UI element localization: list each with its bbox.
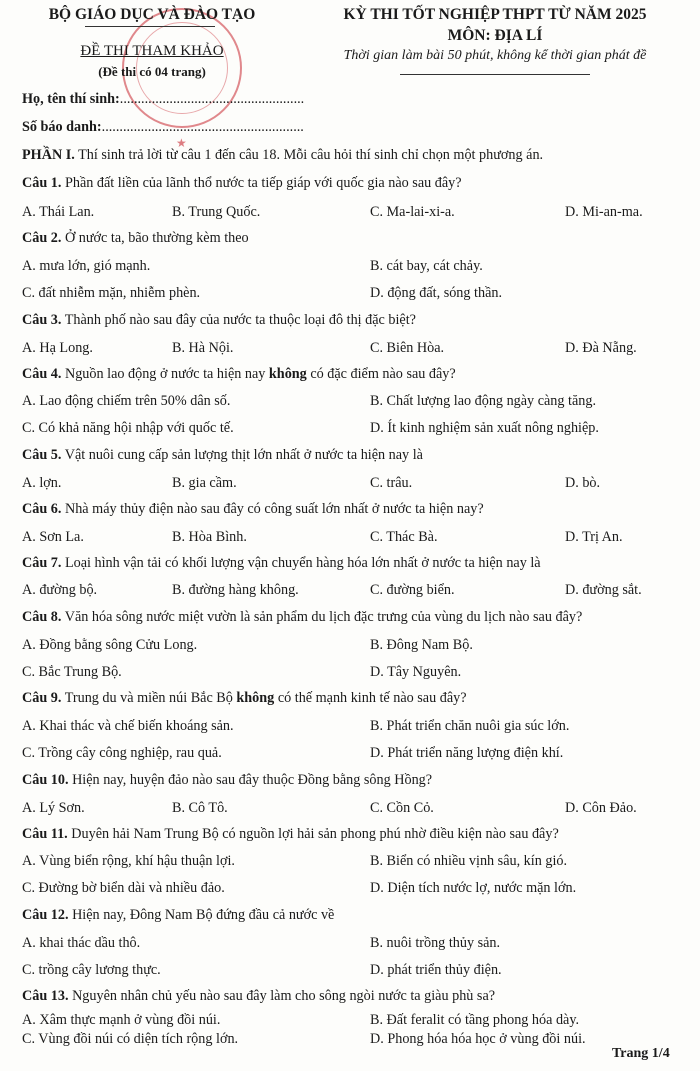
question-3-option-d: D. Đà Nẵng. [565, 340, 637, 356]
ministry-name: BỘ GIÁO DỤC VÀ ĐÀO TẠO [48, 6, 256, 23]
question-4 [22, 366, 456, 383]
question-12-option-d: D. phát triển thủy điện. [370, 962, 502, 978]
question-12-option-c: C. trồng cây lương thực. [22, 962, 161, 978]
question-4-option-d: D. Ít kinh nghiệm sản xuất nông nghiệp. [370, 420, 599, 436]
question-7-option-b: B. đường hàng không. [172, 582, 299, 598]
question-1-option-b: B. Trung Quốc. [172, 204, 261, 220]
question-4-option-a: A. Lao động chiếm trên 50% dân số. [22, 393, 231, 409]
exam-title: KỲ THI TỐT NGHIỆP THPT TỪ NĂM 2025 [343, 6, 647, 23]
name-dots: .................................................... [119, 91, 305, 107]
question-2 [22, 230, 249, 247]
question-text: Duyên hải Nam Trung Bộ có nguồn lợi hải sản phong phú nhờ điều kiện nào sau đây? [67, 826, 559, 842]
question-11 [22, 826, 559, 843]
question-12-option-a: A. khai thác dầu thô. [22, 935, 141, 951]
question-text: Loại hình vận tải có khối lượng vận chuyển hàng hóa lớn nhất ở nước ta hiện nay là [61, 555, 541, 571]
question-text: Trung du và miền núi Bắc Bộ [61, 690, 237, 706]
question-10-option-c: C. Cồn Cỏ. [370, 800, 434, 816]
question-text: Vật nuôi cung cấp sản lượng thịt lớn nhất ở nước ta hiện nay là [61, 447, 423, 463]
question-emphasis: không [268, 366, 307, 382]
question-5 [22, 447, 423, 464]
question-11-option-a: A. Vùng biển rộng, khí hậu thuận lợi. [22, 853, 235, 869]
question-text: Phần đất liền của lãnh thổ nước ta tiếp giáp với quốc gia nào sau đây? [61, 175, 462, 191]
id-dots: ......................................................... [101, 119, 304, 135]
page-number: Trang 1/4 [612, 1046, 670, 1061]
question-10 [22, 772, 432, 789]
question-1 [22, 175, 462, 192]
question-label: Câu 9. [22, 690, 62, 706]
question-text-end: có thế mạnh kinh tế nào sau đây? [274, 690, 467, 706]
question-5-option-b: B. gia cầm. [172, 475, 237, 491]
question-6-option-b: B. Hòa Bình. [172, 529, 247, 545]
question-label: Câu 8. [22, 609, 62, 625]
header-underline-left [85, 26, 215, 27]
question-text: Nguyên nhân chủ yếu nào sau đây làm cho sông ngòi nước ta giàu phù sa? [68, 988, 496, 1004]
question-text: Văn hóa sông nước miệt vườn là sản phẩm du lịch đặc trưng của vùng du lịch nào sau đây? [61, 609, 583, 625]
question-8-option-a: A. Đồng bằng sông Cửu Long. [22, 637, 198, 653]
question-2-option-b: B. cát bay, cát chảy. [370, 258, 483, 274]
question-5-option-c: C. trâu. [370, 475, 413, 491]
question-12-option-b: B. nuôi trồng thủy sản. [370, 935, 501, 951]
question-13-option-a: A. Xâm thực mạnh ở vùng đồi núi. [22, 1012, 221, 1028]
id-field [22, 119, 304, 136]
question-8-option-c: C. Bắc Trung Bộ. [22, 664, 122, 680]
question-text: Nhà máy thủy điện nào sau đây có công suất lớn nhất ở nước ta hiện nay? [61, 501, 484, 517]
question-label: Câu 6. [22, 501, 62, 517]
question-label: Câu 2. [22, 230, 62, 246]
question-3-option-c: C. Biên Hòa. [370, 340, 445, 356]
question-text-end: có đặc điểm nào sau đây? [306, 366, 456, 382]
question-11-option-c: C. Đường bờ biển dài và nhiều đảo. [22, 880, 225, 896]
question-9-option-b: B. Phát triển chăn nuôi gia súc lớn. [370, 718, 570, 734]
pages-note: (Đề thi có 04 trang) [98, 64, 206, 79]
question-1-option-a: A. Thái Lan. [22, 204, 95, 220]
question-11-option-d: D. Diện tích nước lợ, nước mặn lớn. [370, 880, 577, 896]
question-1-option-c: C. Ma-lai-xi-a. [370, 204, 455, 220]
question-11-option-b: B. Biển có nhiều vịnh sâu, kín gió. [370, 853, 568, 869]
question-10-option-d: D. Côn Đảo. [565, 800, 637, 816]
question-9 [22, 690, 467, 707]
question-13-option-c: C. Vùng đồi núi có diện tích rộng lớn. [22, 1031, 239, 1047]
question-7-option-d: D. đường sắt. [565, 582, 642, 598]
header-underline-right [400, 74, 590, 75]
question-8-option-b: B. Đông Nam Bộ. [370, 637, 473, 653]
question-4-option-c: C. Có khả năng hội nhập với quốc tế. [22, 420, 234, 436]
question-7-option-a: A. đường bộ. [22, 582, 98, 598]
question-6 [22, 501, 484, 518]
question-7-option-c: C. đường biển. [370, 582, 455, 598]
question-label: Câu 11. [22, 826, 68, 842]
question-9-option-a: A. Khai thác và chế biến khoáng sản. [22, 718, 234, 734]
question-2-option-a: A. mưa lớn, gió mạnh. [22, 258, 151, 274]
question-text: Nguồn lao động ở nước ta hiện nay [61, 366, 269, 382]
name-label: Họ, tên thí sinh: [22, 91, 120, 107]
doc-type: ĐỀ THI THAM KHẢO [80, 43, 224, 59]
question-3 [22, 312, 416, 329]
question-10-option-a: A. Lý Sơn. [22, 800, 85, 816]
id-label: Số báo danh: [22, 119, 102, 135]
question-label: Câu 5. [22, 447, 62, 463]
question-5-option-a: A. lợn. [22, 475, 62, 491]
part-title: PHẦN I. [22, 147, 75, 163]
question-10-option-b: B. Cô Tô. [172, 800, 228, 816]
name-field [22, 91, 304, 108]
question-6-option-c: C. Thác Bà. [370, 529, 438, 545]
question-13-option-b: B. Đất feralit có tầng phong hóa dày. [370, 1012, 580, 1028]
question-3-option-b: B. Hà Nội. [172, 340, 234, 356]
question-3-option-a: A. Hạ Long. [22, 340, 93, 356]
seal-star-icon: ★ [176, 136, 187, 150]
question-text: Hiện nay, huyện đảo nào sau đây thuộc Đồng bằng sông Hồng? [68, 772, 433, 788]
question-12 [22, 907, 334, 924]
question-text: Thành phố nào sau đây của nước ta thuộc loại đô thị đặc biệt? [61, 312, 416, 328]
question-label: Câu 7. [22, 555, 62, 571]
question-6-option-d: D. Trị An. [565, 529, 623, 545]
time-note: Thời gian làm bài 50 phút, không kể thời gian phát đề [343, 48, 647, 63]
question-label: Câu 12. [22, 907, 69, 923]
question-label: Câu 3. [22, 312, 62, 328]
question-2-option-d: D. động đất, sóng thần. [370, 285, 503, 301]
question-2-option-c: C. đất nhiễm mặn, nhiễm phèn. [22, 285, 201, 301]
question-13-option-d: D. Phong hóa hóa học ở vùng đồi núi. [370, 1031, 586, 1047]
question-13 [22, 988, 495, 1005]
question-label: Câu 10. [22, 772, 69, 788]
question-9-option-c: C. Trồng cây công nghiệp, rau quả. [22, 745, 222, 761]
question-7 [22, 555, 541, 572]
question-text: Hiện nay, Đông Nam Bộ đứng đầu cả nước về [68, 907, 335, 923]
question-label: Câu 1. [22, 175, 62, 191]
question-8-option-d: D. Tây Nguyên. [370, 664, 462, 680]
question-1-option-d: D. Mi-an-ma. [565, 204, 643, 220]
question-8 [22, 609, 582, 626]
question-label: Câu 13. [22, 988, 69, 1004]
part-text: Thí sinh trả lời từ câu 1 đến câu 18. Mỗi câu hỏi thí sinh chỉ chọn một phương án. [74, 147, 544, 163]
part-instruction [22, 147, 543, 164]
question-4-option-b: B. Chất lượng lao động ngày càng tăng. [370, 393, 596, 409]
question-5-option-d: D. bò. [565, 475, 601, 491]
subject: MÔN: ĐỊA LÍ [447, 27, 543, 44]
question-emphasis: không [236, 690, 275, 706]
question-text: Ở nước ta, bão thường kèm theo [61, 230, 249, 246]
question-label: Câu 4. [22, 366, 62, 382]
question-9-option-d: D. Phát triển năng lượng điện khí. [370, 745, 564, 761]
question-6-option-a: A. Sơn La. [22, 529, 84, 545]
